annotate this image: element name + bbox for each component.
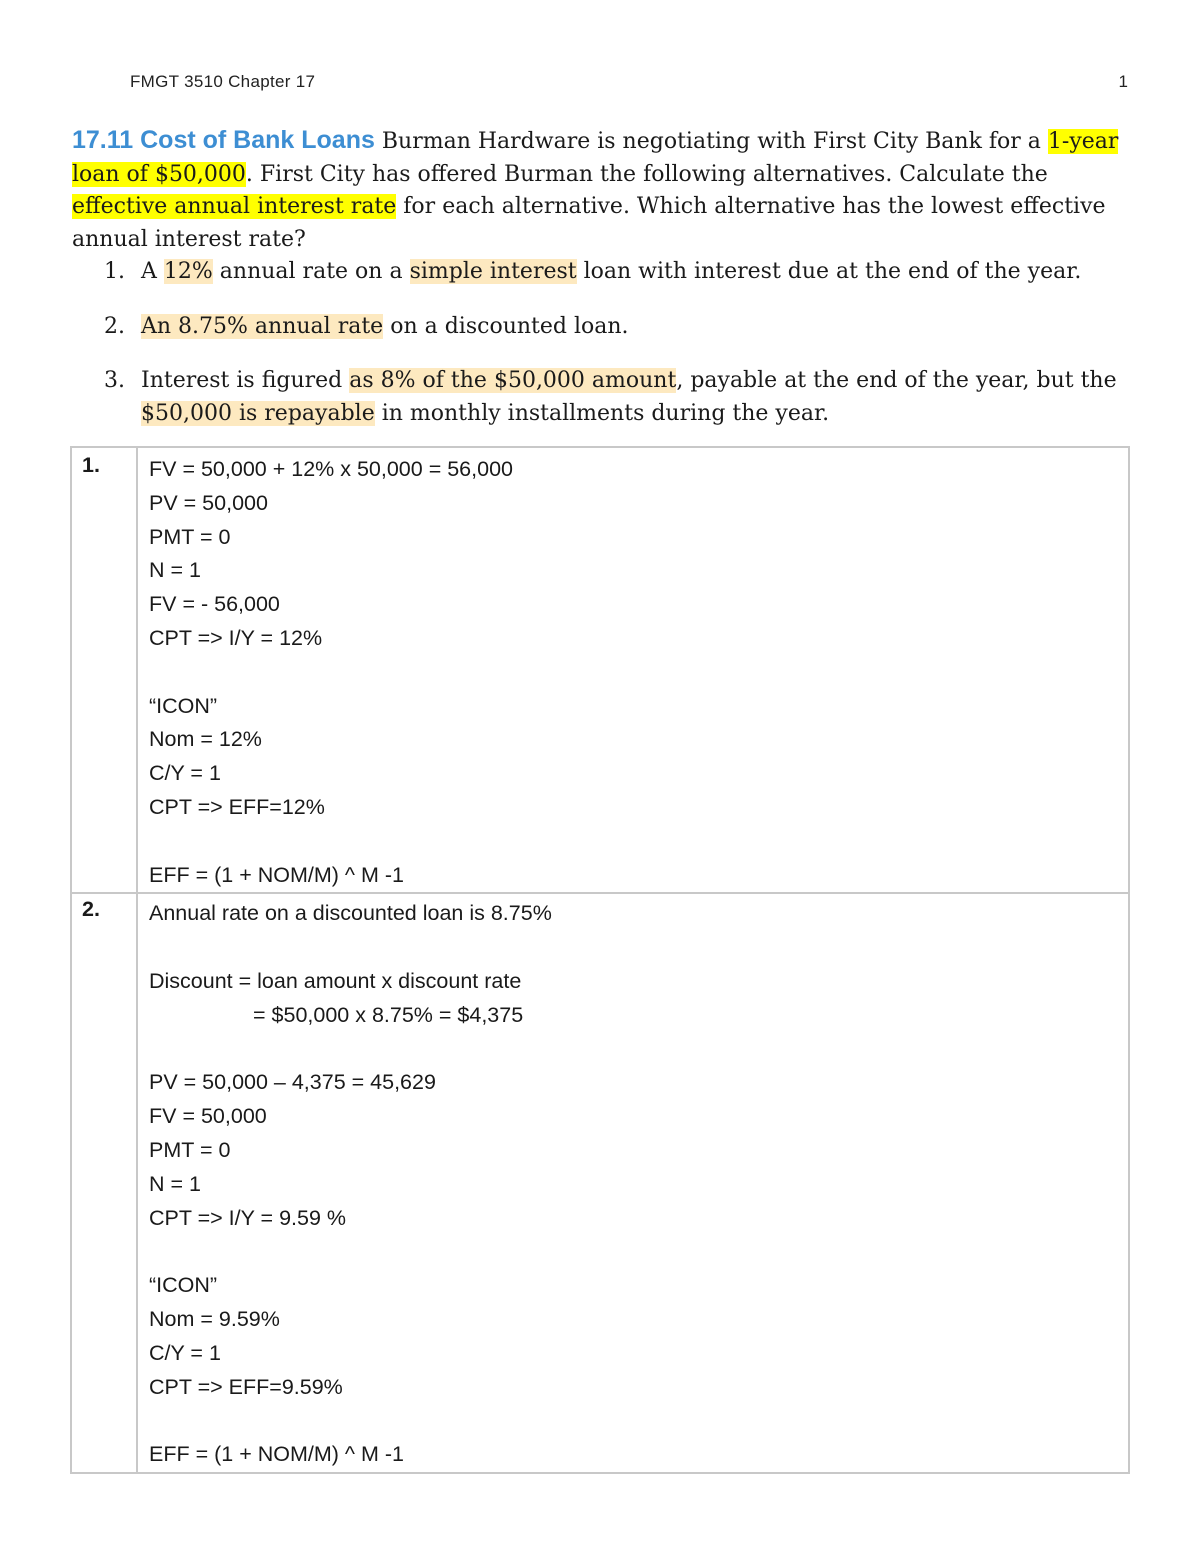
highlight: $50,000 is repayable: [141, 400, 375, 426]
calc-line: “ICON”: [149, 1273, 218, 1298]
intro-text: Burman Hardware is negotiating with First City Bank for a: [374, 129, 1048, 154]
highlight-effective-rate: effective annual interest rate: [72, 194, 397, 219]
item-number: 1.: [104, 259, 125, 284]
solution-content: [137, 893, 1129, 1473]
calc-line: FV = 50,000: [149, 1104, 267, 1129]
item-number: 3.: [104, 368, 125, 393]
calc-line: C/Y = 1: [149, 1340, 221, 1365]
alternative-item: [72, 256, 1128, 289]
course-label: FMGT 3510 Chapter 17: [130, 72, 316, 91]
item-text: in monthly installments during the year.: [374, 400, 830, 426]
calc-line: PMT = 0: [149, 524, 231, 549]
intro-text: . First City has offered Burman the following alternatives. Calculate the: [245, 161, 1048, 187]
item-number: 2.: [104, 313, 125, 339]
calc-line: Nom = 12%: [149, 727, 262, 752]
calc-line: FV = 50,000 + 12% x 50,000 = 56,000: [149, 457, 513, 481]
calc-line: Nom = 9.59%: [149, 1306, 280, 1331]
page-header: [130, 72, 1128, 98]
calc-line: PV = 50,000 – 4,375 = 45,629: [149, 1070, 436, 1095]
blank-line: [149, 931, 1128, 965]
alternative-item: [72, 365, 1128, 430]
calc-line: PMT = 0: [149, 1137, 231, 1162]
intro-text: for each alternative. Which alternative has the lowest effective annual interest rate?: [72, 194, 1106, 252]
alternatives-list: [72, 256, 1128, 430]
highlight: An 8.75% annual rate: [141, 313, 384, 339]
item-text: A: [141, 259, 164, 284]
blank-line: [149, 656, 1128, 690]
problem-title: 17.11 Cost of Bank Loans: [72, 126, 375, 154]
alternative-item: [72, 311, 1128, 344]
calc-line: FV = - 56,000: [149, 592, 280, 617]
solution-row: [71, 893, 1129, 1473]
item-text: on a discounted loan.: [383, 313, 629, 339]
highlight-loan-amount: 1-year loan of $50,000: [72, 129, 1119, 187]
solution-number: 2.: [71, 893, 137, 1473]
calc-line: C/Y = 1: [149, 761, 221, 786]
blank-line: [149, 1404, 1128, 1438]
solution-row: [71, 447, 1129, 893]
calc-line: CPT => I/Y = 12%: [149, 625, 323, 650]
blank-line: [149, 1235, 1128, 1269]
highlight: 12%: [163, 259, 213, 284]
calc-line: = $50,000 x 8.75% = $4,375: [253, 1002, 524, 1027]
highlight: as 8% of the $50,000 amount: [349, 368, 677, 393]
solution-number: 1.: [71, 447, 137, 893]
calc-line: Discount = loan amount x discount rate: [149, 968, 522, 993]
item-text: , payable at the end of the year, but the: [676, 368, 1117, 393]
solution-table: [70, 446, 1130, 1474]
item-text: Interest is figured: [141, 368, 350, 393]
problem-intro: [72, 124, 1128, 256]
calc-line: CPT => I/Y = 9.59 %: [149, 1205, 347, 1230]
calc-line: N = 1: [149, 558, 201, 583]
calc-line: PV = 50,000: [149, 490, 268, 515]
blank-line: [149, 1033, 1128, 1067]
blank-line: [149, 825, 1128, 859]
item-text: loan with interest due at the end of the year.: [576, 259, 1082, 284]
calc-line: EFF = (1 + NOM/M) ^ M -1: [149, 862, 404, 887]
item-text: annual rate on a: [212, 259, 410, 284]
calc-line: “ICON”: [149, 693, 218, 718]
solution-content: [137, 447, 1129, 893]
calc-line: CPT => EFF=9.59%: [149, 1374, 343, 1399]
page-number: 1: [1118, 72, 1128, 91]
calc-line: EFF = (1 + NOM/M) ^ M -1: [149, 1442, 404, 1467]
calc-line: CPT => EFF=12%: [149, 794, 325, 819]
highlight: simple interest: [409, 259, 577, 284]
problem-statement: [72, 124, 1128, 430]
calc-line: Annual rate on a discounted loan is 8.75%: [149, 901, 552, 926]
calc-line: N = 1: [149, 1171, 201, 1196]
